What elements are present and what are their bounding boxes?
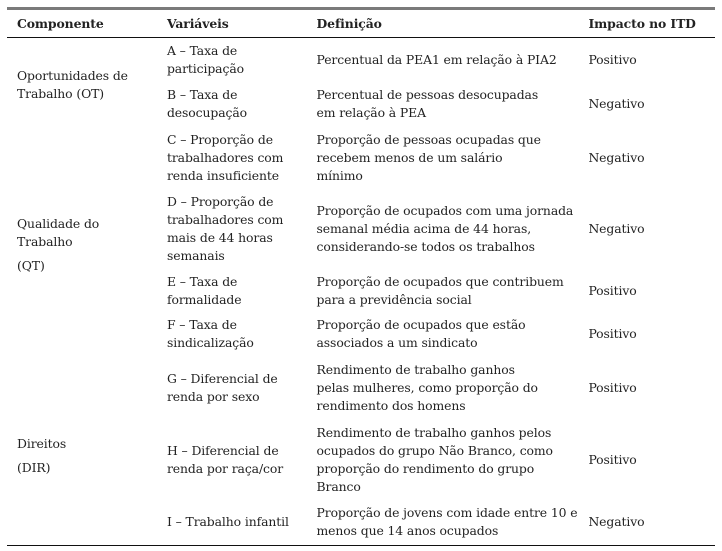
component-label: Oportunidades de <box>17 68 128 84</box>
component-label: Qualidade do <box>17 216 100 231</box>
table-row <box>7 127 715 189</box>
header-definicao: Definição <box>316 16 382 31</box>
impact-cell: Positivo <box>588 326 637 341</box>
definition-cell: Rendimento de trabalho ganhos pelos ocupados do grupo Não Branco, como proporção do rendimento do grupo Branco <box>316 424 553 494</box>
component-label: (DIR) <box>17 460 51 476</box>
impact-cell: Negativo <box>588 220 645 236</box>
component-label: Direitos <box>17 436 67 452</box>
impact-cell: Positivo <box>588 451 637 467</box>
definition-cell: Rendimento de trabalho ganhos pelas mulheres, como proporção do rendimento dos homens <box>316 361 538 413</box>
table-row <box>7 38 715 82</box>
component-qt <box>7 127 167 356</box>
variable-cell: I – Trabalho infantil <box>166 514 289 530</box>
definition-cell: Proporção de ocupados que estão associados a um sindicato <box>316 317 526 350</box>
variable-cell: E – Taxa de formalidade <box>166 273 242 307</box>
component-label: (QT) <box>17 258 45 273</box>
impact-cell: Negativo <box>588 96 645 111</box>
component-label: Trabalho (OT) <box>17 86 105 102</box>
definition-cell: Proporção de pessoas ocupadas que recebem menos de um salário mínimo <box>316 131 541 183</box>
header-row <box>7 9 715 38</box>
definition-cell: Proporção de ocupados com uma jornada semanal média acima de 44 horas, considerando-se todos os trabalhos <box>316 202 574 254</box>
variable-cell: G – Diferencial de renda por sexo <box>166 370 278 404</box>
variable-cell: A – Taxa de participação <box>166 42 244 76</box>
impact-cell: Negativo <box>588 149 645 165</box>
component-label: Trabalho <box>17 234 73 249</box>
definition-cell: Proporção de ocupados que contribuem para a previdência social <box>316 273 564 307</box>
definition-cell: Percentual da PEA1 em relação à PIA2 <box>316 51 557 67</box>
header-componente: Componente <box>17 16 104 31</box>
component-ot <box>7 38 167 127</box>
header-impacto: Impacto no ITD <box>588 16 696 31</box>
itd-components-table <box>7 7 715 546</box>
definition-cell: Proporção de jovens com idade entre 10 e menos que 14 anos ocupados <box>316 505 578 539</box>
component-dir <box>7 356 167 546</box>
definition-cell: Percentual de pessoas desocupadas em relação à PEA <box>316 87 539 120</box>
table-body <box>7 38 715 546</box>
impact-cell: Positivo <box>588 282 637 298</box>
variable-cell: F – Taxa de sindicalização <box>166 317 254 350</box>
variable-cell: D – Proporção de trabalhadores com mais de 44 horas semanais <box>166 193 284 263</box>
table-header <box>7 9 715 38</box>
variable-cell: C – Proporção de trabalhadores com renda insuficiente <box>166 131 284 183</box>
impact-cell: Positivo <box>588 51 637 67</box>
variable-cell: B – Taxa de desocupação <box>166 87 247 120</box>
variable-cell: H – Diferencial de renda por raça/cor <box>166 442 284 476</box>
impact-cell: Positivo <box>588 379 637 395</box>
header-variaveis: Variáveis <box>166 16 229 31</box>
table-row <box>7 356 715 420</box>
impact-cell: Negativo <box>588 514 645 530</box>
